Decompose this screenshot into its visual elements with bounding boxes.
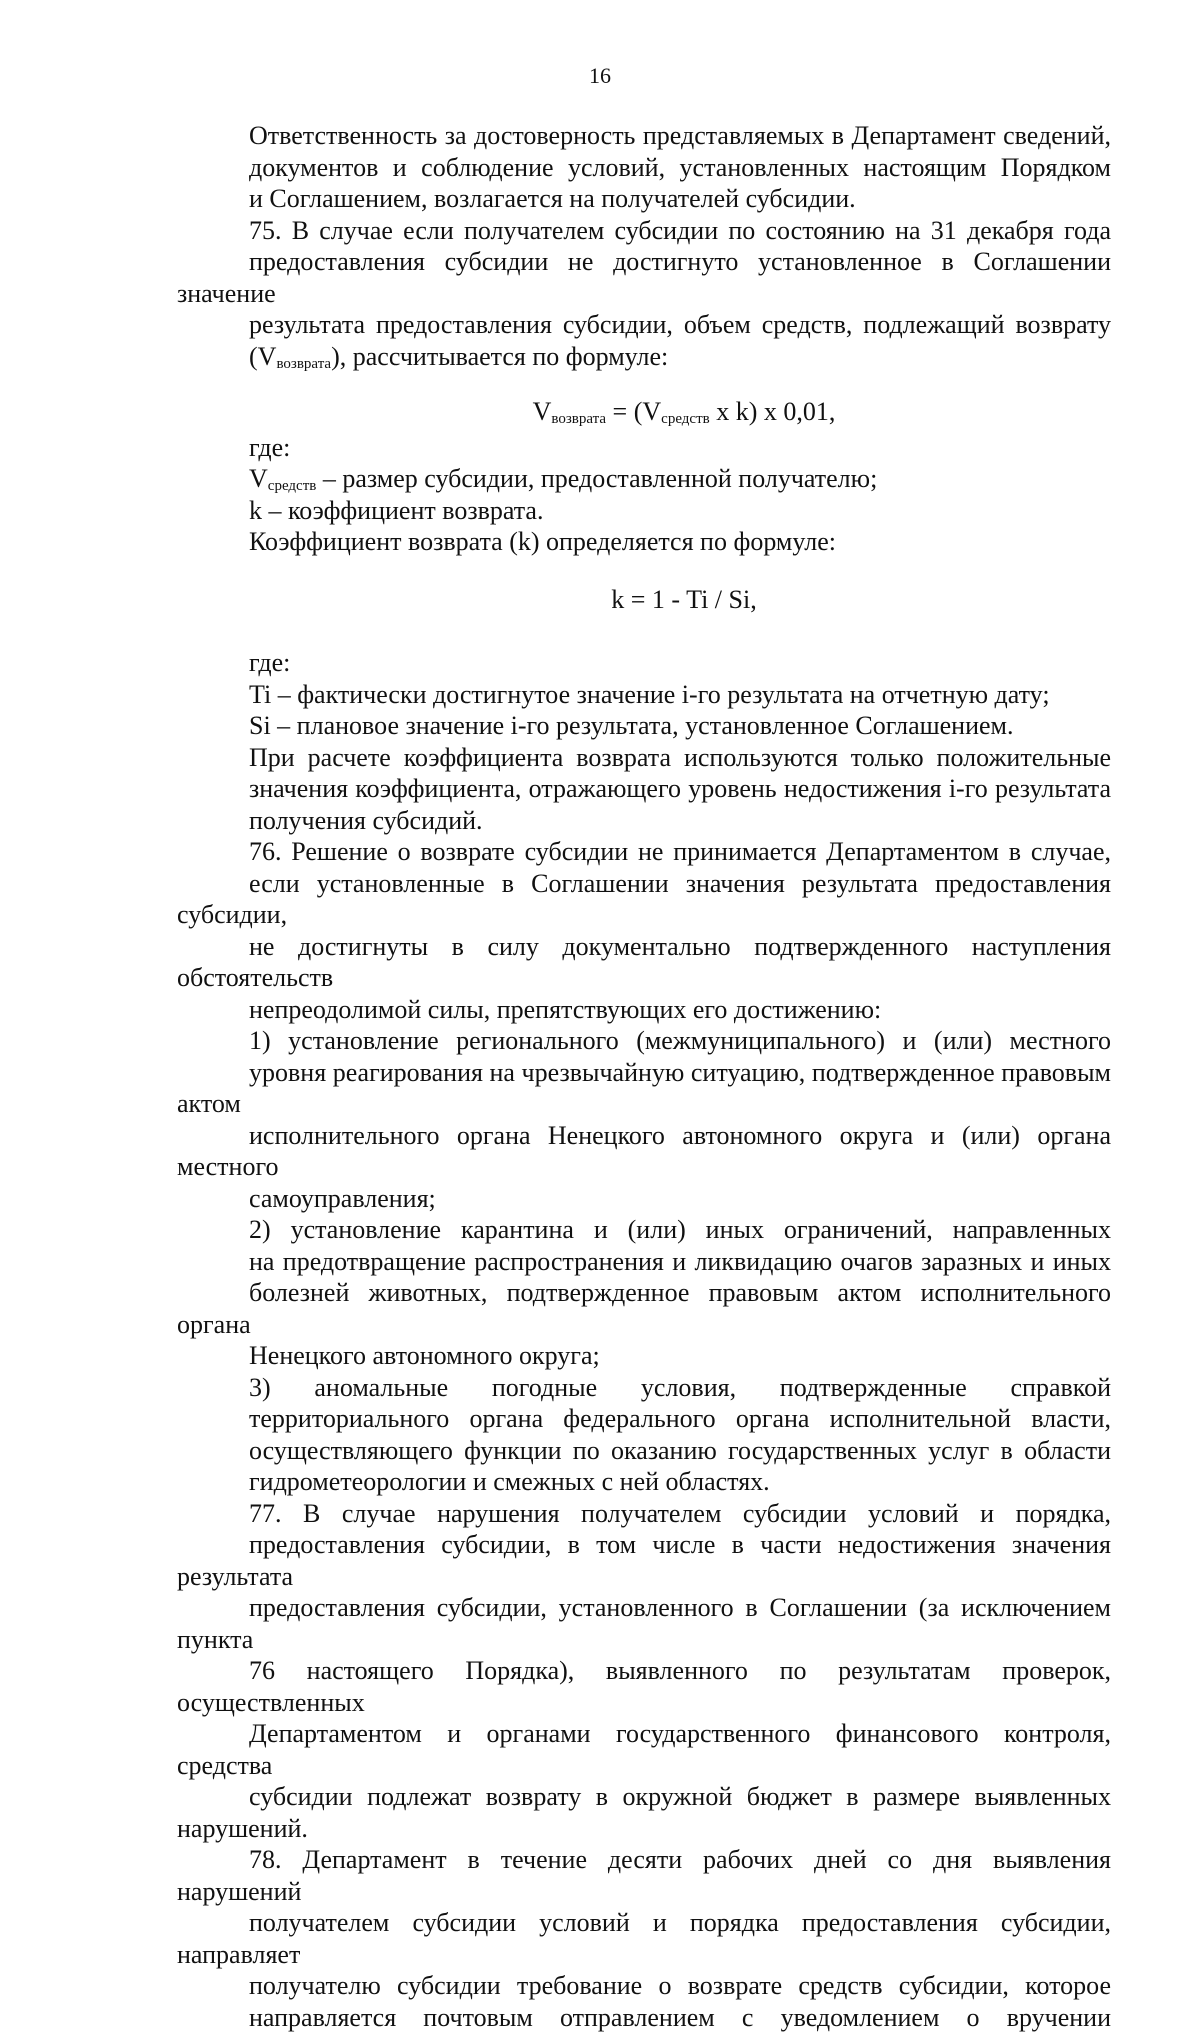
text-line: 2) установление карантина и (или) иных ограничений, направленных (177, 1214, 1111, 1246)
text-line: и Соглашением, возлагается на получателей субсидии. (177, 183, 1111, 215)
text-line: результата предоставления субсидии, объем средств, подлежащий возврату (177, 309, 1111, 341)
text-line: болезней животных, подтвержденное правовым актом исполнительного органа (177, 1277, 1111, 1340)
text-line: 3) аномальные погодные условия, подтвержденные справкой (177, 1372, 1111, 1404)
text-line: получателем субсидии условий и порядка предоставления субсидии, направляет (177, 1907, 1111, 1970)
text-line: значения коэффициента, отражающего уровень недостижения i-го результата (177, 773, 1111, 805)
text-fragment: ), рассчитывается по формуле: (331, 342, 668, 371)
definition-si: Si – плановое значение i-го результата, установленное Соглашением. (249, 710, 1111, 742)
formula-fragment: = (V (606, 397, 661, 426)
text-line: если установленные в Соглашении значения результата предоставления субсидии, (177, 868, 1111, 931)
text-line: осуществляющего функции по оказанию государственных услуг в области (177, 1435, 1111, 1467)
formula-symbol: V (249, 464, 268, 493)
text-line: предоставления субсидии не достигнуто установленное в Соглашении значение (177, 246, 1111, 309)
formula-coefficient: k = 1 - Ti / Si, (177, 558, 1111, 648)
where-block-1 (177, 432, 1111, 558)
text-line: документов и соблюдение условий, установленных настоящим Порядком (177, 152, 1111, 184)
paragraph-78 (177, 1844, 1111, 2033)
subscript: возврата (276, 356, 331, 372)
definition-v-funds (249, 463, 1111, 495)
text-line: непреодолимой силы, препятствующих его достижению: (177, 994, 1111, 1026)
where-label: где: (249, 432, 1111, 464)
text-line: субсидии подлежат возврату в окружной бюджет в размере выявленных нарушений. (177, 1781, 1111, 1844)
text-line: получения субсидий. (177, 805, 1111, 837)
formula-fragment: x k) x 0,01, (710, 397, 836, 426)
text-line: 77. В случае нарушения получателем субсидии условий и порядка, (177, 1498, 1111, 1530)
text-fragment: (V (249, 342, 276, 371)
paragraph-responsibility (177, 120, 1111, 215)
text-line: Департаментом и органами государственного финансового контроля, средства (177, 1718, 1111, 1781)
text-line: исполнительного органа Ненецкого автономного округа и (или) органа местного (177, 1120, 1111, 1183)
paragraph-76 (177, 836, 1111, 1025)
formula-symbol: V (533, 397, 552, 426)
text-line: 76 настоящего Порядка), выявленного по результатам проверок, осуществленных (177, 1655, 1111, 1718)
list-item-2 (177, 1214, 1111, 1372)
text-line: не достигнуты в силу документально подтвержденного наступления обстоятельств (177, 931, 1111, 994)
text-line: на предотвращение распространения и ликвидацию очагов заразных и иных (177, 1246, 1111, 1278)
text-line: предоставления субсидии, в том числе в части недостижения значения результата (177, 1529, 1111, 1592)
text-line: 76. Решение о возврате субсидии не принимается Департаментом в случае, (177, 836, 1111, 868)
text-line: 75. В случае если получателем субсидии по состоянию на 31 декабря года (177, 215, 1111, 247)
paragraph-77 (177, 1498, 1111, 1845)
paragraph-75 (177, 215, 1111, 373)
text-line: предоставления субсидии, установленного в Соглашении (за исключением пункта (177, 1592, 1111, 1655)
text-line: самоуправления; (177, 1183, 1111, 1215)
text-line (177, 341, 1111, 373)
page-number: 16 (0, 60, 1200, 92)
where-label: где: (249, 647, 1111, 679)
text-line: получателю субсидии требование о возврате средств субсидии, которое (177, 1970, 1111, 2002)
paragraph-calculation (177, 742, 1111, 837)
text-line: гидрометеорологии и смежных с ней областях. (177, 1466, 1111, 1498)
list-item-1 (177, 1025, 1111, 1214)
where-block-2 (177, 647, 1111, 742)
text-line: 1) установление регионального (межмуниципального) и (или) местного (177, 1025, 1111, 1057)
text-line: Ненецкого автономного округа; (177, 1340, 1111, 1372)
subscript: средств (661, 411, 710, 427)
subscript: средств (268, 478, 317, 494)
text-line: территориального органа федерального органа исполнительной власти, (177, 1403, 1111, 1435)
formula-return-amount (177, 372, 1111, 432)
text-line: 78. Департамент в течение десяти рабочих дней со дня выявления нарушений (177, 1844, 1111, 1907)
text-line: направляется почтовым отправлением с уведомлением о вручении (177, 2002, 1111, 2033)
text-line: Ответственность за достоверность представляемых в Департамент сведений, (177, 120, 1111, 152)
text-line: уровня реагирования на чрезвычайную ситуацию, подтвержденное правовым актом (177, 1057, 1111, 1120)
definition-k: k – коэффициент возврата. (249, 495, 1111, 527)
subscript: возврата (551, 411, 606, 427)
definition-ti: Ti – фактически достигнутое значение i-го результата на отчетную дату; (249, 679, 1111, 711)
document-body (177, 120, 1111, 2033)
definition-text: – размер субсидии, предоставленной получателю; (316, 464, 877, 493)
list-item-3 (177, 1372, 1111, 1498)
text-line: При расчете коэффициента возврата используются только положительные (177, 742, 1111, 774)
coefficient-intro: Коэффициент возврата (k) определяется по формуле: (249, 526, 1111, 558)
